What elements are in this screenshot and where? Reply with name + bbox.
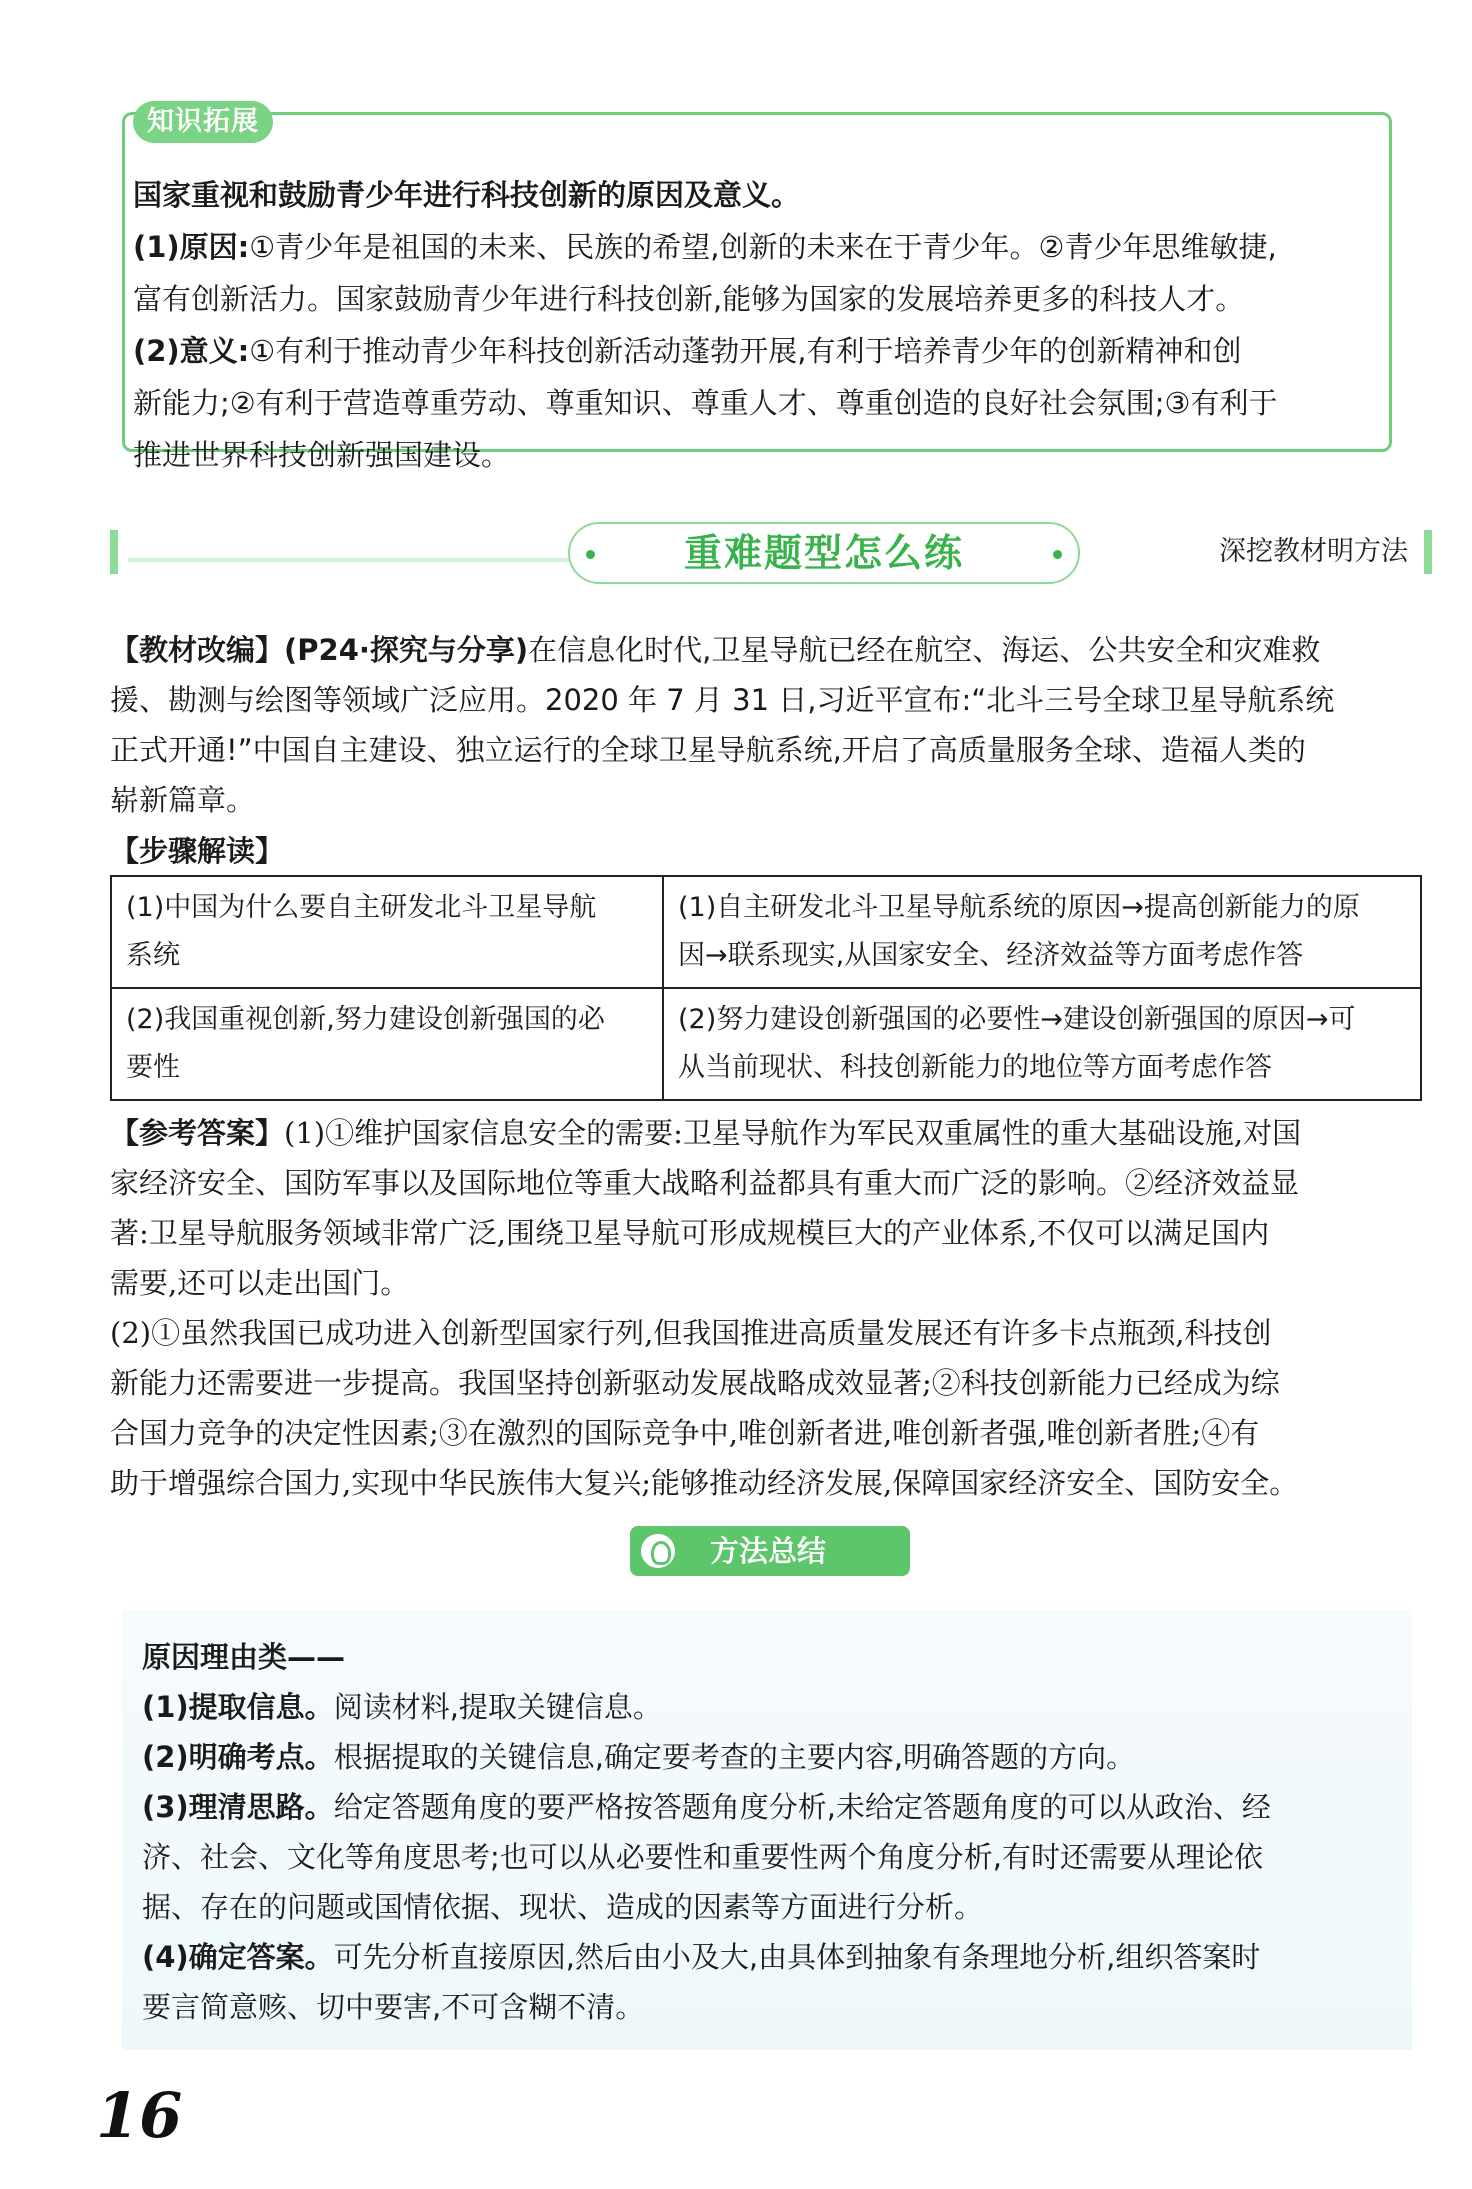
table-row [111, 988, 1421, 1100]
header-divider-line [128, 558, 608, 562]
knowledge-extension-box [122, 106, 1392, 472]
extension-line: 富有创新活力。国家鼓励青少年进行科技创新,能够为国家的发展培养更多的科技人才。 [133, 282, 1245, 316]
question-line: 正式开通!”中国自主建设、独立运行的全球卫星导航系统,开启了高质量服务全球、造福人类的 [110, 733, 1306, 767]
answer-line: 新能力还需要进一步提高。我国坚持创新驱动发展战略成效显著;②科技创新能力已经成为综 [110, 1366, 1280, 1400]
steps-table [110, 875, 1422, 1101]
step-answer-cell: (1)自主研发北斗卫星导航系统的原因→提高创新能力的原 因→联系现实,从国家安全、经济效益等方面考虑作答 [663, 876, 1421, 988]
method-summary-badge: 方法总结 [630, 1526, 910, 1576]
question-line: 【教材改编】(P24·探究与分享)在信息化时代,卫星导航已经在航空、海运、公共安全和灾难救 [110, 633, 1321, 667]
question-line: 崭新篇章。 [110, 783, 256, 817]
extension-line: 推进世界科技创新强国建设。 [133, 438, 511, 472]
method-heading: 原因理由类—— [142, 1640, 346, 1674]
step-answer-cell: (2)努力建设创新强国的必要性→建设创新强国的原因→可 从当前现状、科技创新能力的地位等方面考虑作答 [663, 988, 1421, 1100]
header-right-bar [1424, 530, 1432, 574]
answer-line: 助于增强综合国力,实现中华民族伟大复兴;能够推动经济发展,保障国家经济安全、国防安全。 [110, 1466, 1299, 1500]
answer-line: 家经济安全、国防军事以及国际地位等重大战略利益都具有重大而广泛的影响。②经济效益显 [110, 1166, 1300, 1200]
table-row [111, 876, 1421, 988]
header-left-bar [110, 530, 118, 574]
steps-label: 【步骤解读】 [110, 834, 285, 868]
extension-line: 新能力;②有利于营造尊重劳动、尊重知识、尊重人才、尊重创造的良好社会氛围;③有利于 [133, 386, 1278, 420]
dot-icon [586, 550, 595, 559]
section-header [110, 520, 1432, 584]
answer-line: 著:卫星导航服务领域非常广泛,围绕卫星导航可形成规模巨大的产业体系,不仅可以满足国内 [110, 1216, 1270, 1250]
answer-line: (2)①虽然我国已成功进入创新型国家行列,但我国推进高质量发展还有许多卡点瓶颈,科技创 [110, 1316, 1272, 1350]
dot-icon [1053, 550, 1062, 559]
method-line: (4)确定答案。可先分析直接原因,然后由小及大,由具体到抽象有条理地分析,组织答案时 [142, 1940, 1261, 1974]
knowledge-extension-tag: 知识拓展 [133, 101, 273, 143]
method-line: (3)理清思路。给定答题角度的要严格按答题角度分析,未给定答题角度的可以从政治、经 [142, 1790, 1271, 1824]
step-question-cell: (2)我国重视创新,努力建设创新强国的必 要性 [111, 988, 663, 1100]
method-line: 济、社会、文化等角度思考;也可以从必要性和重要性两个角度分析,有时还需要从理论依 [142, 1840, 1263, 1874]
answer-line: 合国力竞争的决定性因素;③在激烈的国际竞争中,唯创新者进,唯创新者强,唯创新者胜;④有 [110, 1416, 1260, 1450]
question-line: 援、勘测与绘图等领域广泛应用。2020 年 7 月 31 日,习近平宣布:“北斗三号全球卫星导航系统 [110, 683, 1335, 717]
section-subtitle: 深挖教材明方法 [1219, 536, 1408, 567]
method-line: (2)明确考点。根据提取的关键信息,确定要考查的主要内容,明确答题的方向。 [142, 1740, 1136, 1774]
method-line: 要言简意赅、切中要害,不可含糊不清。 [142, 1990, 645, 2024]
extension-line: (1)原因:①青少年是祖国的未来、民族的希望,创新的未来在于青少年。②青少年思维敏捷, [133, 230, 1277, 264]
extension-title: 国家重视和鼓励青少年进行科技创新的原因及意义。 [133, 178, 801, 212]
step-question-cell: (1)中国为什么要自主研发北斗卫星导航 系统 [111, 876, 663, 988]
extension-line: (2)意义:①有利于推动青少年科技创新活动蓬勃开展,有利于培养青少年的创新精神和创 [133, 334, 1242, 368]
lightbulb-icon [638, 1531, 678, 1571]
answer-line: 【参考答案】(1)①维护国家信息安全的需要:卫星导航作为军民双重属性的重大基础设施,对国 [110, 1116, 1302, 1150]
method-line: 据、存在的问题或国情依据、现状、造成的因素等方面进行分析。 [142, 1890, 984, 1924]
method-line: (1)提取信息。阅读材料,提取关键信息。 [142, 1690, 662, 1724]
page-number: 16 [96, 2079, 183, 2152]
answer-line: 需要,还可以走出国门。 [110, 1266, 410, 1300]
section-title: 重难题型怎么练 [568, 522, 1080, 584]
